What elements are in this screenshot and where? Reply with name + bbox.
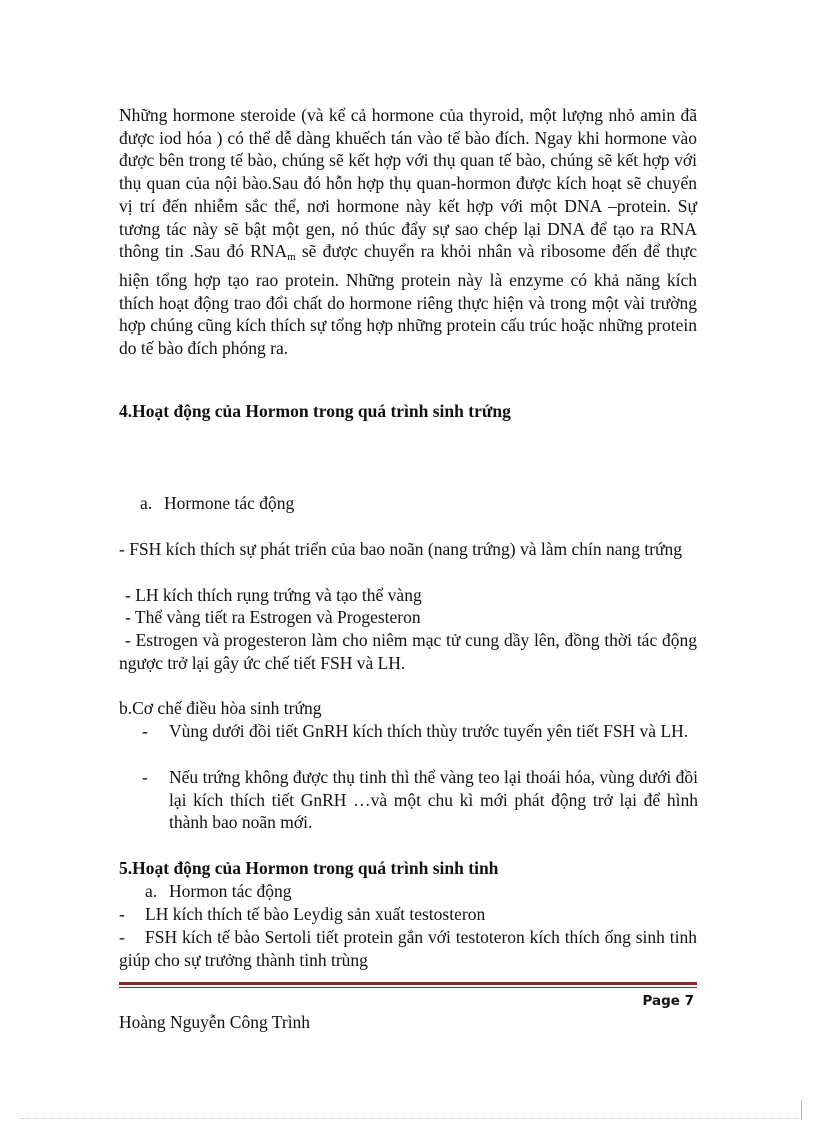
section5-item-1	[119, 903, 697, 926]
dash-marker: -	[119, 904, 125, 924]
section4-item-lh: - LH kích thích rụng trứng và tạo thể vàng	[125, 585, 422, 605]
intro-subscript: m	[287, 251, 296, 264]
dash-marker: -	[142, 721, 148, 741]
section4-b-item-1-text: Vùng dưới đồi tiết GnRH kích thích thùy trước tuyến yên tiết FSH và LH.	[169, 721, 689, 741]
section4-b-item-1	[142, 720, 698, 743]
dash-marker: -	[119, 927, 125, 947]
intro-text-1: Những hormone steroide (và kể cả hormone của thyroid, một lượng nhỏ amin đã được iod hóa ) có thể dễ dàng khuếch tán vào tế bào đích. Ngay khi hormone vào được bên trong tế bào, chúng sẽ kết hợp với thụ quan tế bào, chúng sẽ kết hợp với thụ quan của nội bào.Sau đó hỗn hợp thụ quan-hormon được kích hoạt sẽ chuyển vị trí đến nhiễm sắc thể, nơi hormone này kết hợp với một DNA –protein. Sự tương tác này sẽ bật một gen, nó thúc đẩy sự sao chép lại DNA để tạo ra RNA thông tin .Sau đó RNA	[119, 105, 697, 262]
section4-heading: 4.Hoạt động của Hormon trong quá trình sinh trứng	[119, 401, 511, 421]
page-number: Page 7	[642, 993, 694, 1009]
footer-rule-thin	[119, 987, 697, 988]
section5-a-marker: a.	[145, 881, 158, 901]
section4-a-label: Hormone tác động	[164, 493, 295, 513]
page-corner-mark	[801, 1100, 802, 1120]
intro-paragraph	[119, 104, 697, 360]
section4-subheading-a	[140, 492, 294, 515]
intro-text-2: sẽ được chuyển ra khỏi nhân và ribosome đến để thực hiện tổng hợp tạo rao protein. Những protein này là enzyme có khả năng kích thích hoạt động trao đổi chất do hormone riêng thực hiện và trong một vài trường hợp chúng cũng kích thích sự tổng hợp những protein cấu trúc hoặc những protein do tế bào đích phóng ra.	[119, 241, 697, 359]
footer-author: Hoàng Nguyễn Công Trình	[119, 1012, 311, 1032]
section5-item-2	[119, 926, 697, 971]
dash-marker: -	[142, 767, 148, 787]
section4-item-the-vang: - Thể vàng tiết ra Estrogen và Progesteron	[125, 607, 421, 627]
section5-heading: 5.Hoạt động của Hormon trong quá trình sinh tinh	[119, 858, 499, 878]
section4-b-item-2	[142, 766, 698, 834]
section4-a-marker: a.	[140, 493, 153, 513]
section4-item-estrogen: - Estrogen và progesteron làm cho niêm mạc tử cung dầy lên, đồng thời tác động ngược trở lại gây ức chế tiết FSH và LH.	[119, 630, 697, 673]
page-bottom-edge	[20, 1118, 800, 1119]
section5-a-label: Hormon tác động	[169, 881, 292, 901]
section4-b-item-2-text: Nếu trứng không được thụ tinh thì thể vàng teo lại thoái hóa, vùng dưới đồi lại kích thích tiết GnRH …và một chu kì mới phát động trở lại để hình thành bao noãn mới.	[169, 767, 698, 833]
section5-item-2-text: FSH kích tế bào Sertoli tiết protein gắn với testoteron kích thích ống sinh tinh giúp cho sự trưởng thành tinh trùng	[119, 927, 697, 970]
section4-subheading-b: b.Cơ chế điều hòa sinh trứng	[119, 698, 322, 718]
section4-item-fsh: - FSH kích thích sự phát triển của bao noãn (nang trứng) và làm chín nang trứng	[119, 539, 683, 559]
section5-subheading-a	[145, 880, 291, 903]
section5-item-1-text: LH kích thích tế bào Leydig sản xuất testosteron	[145, 904, 486, 924]
footer-rule-thick	[119, 982, 697, 985]
